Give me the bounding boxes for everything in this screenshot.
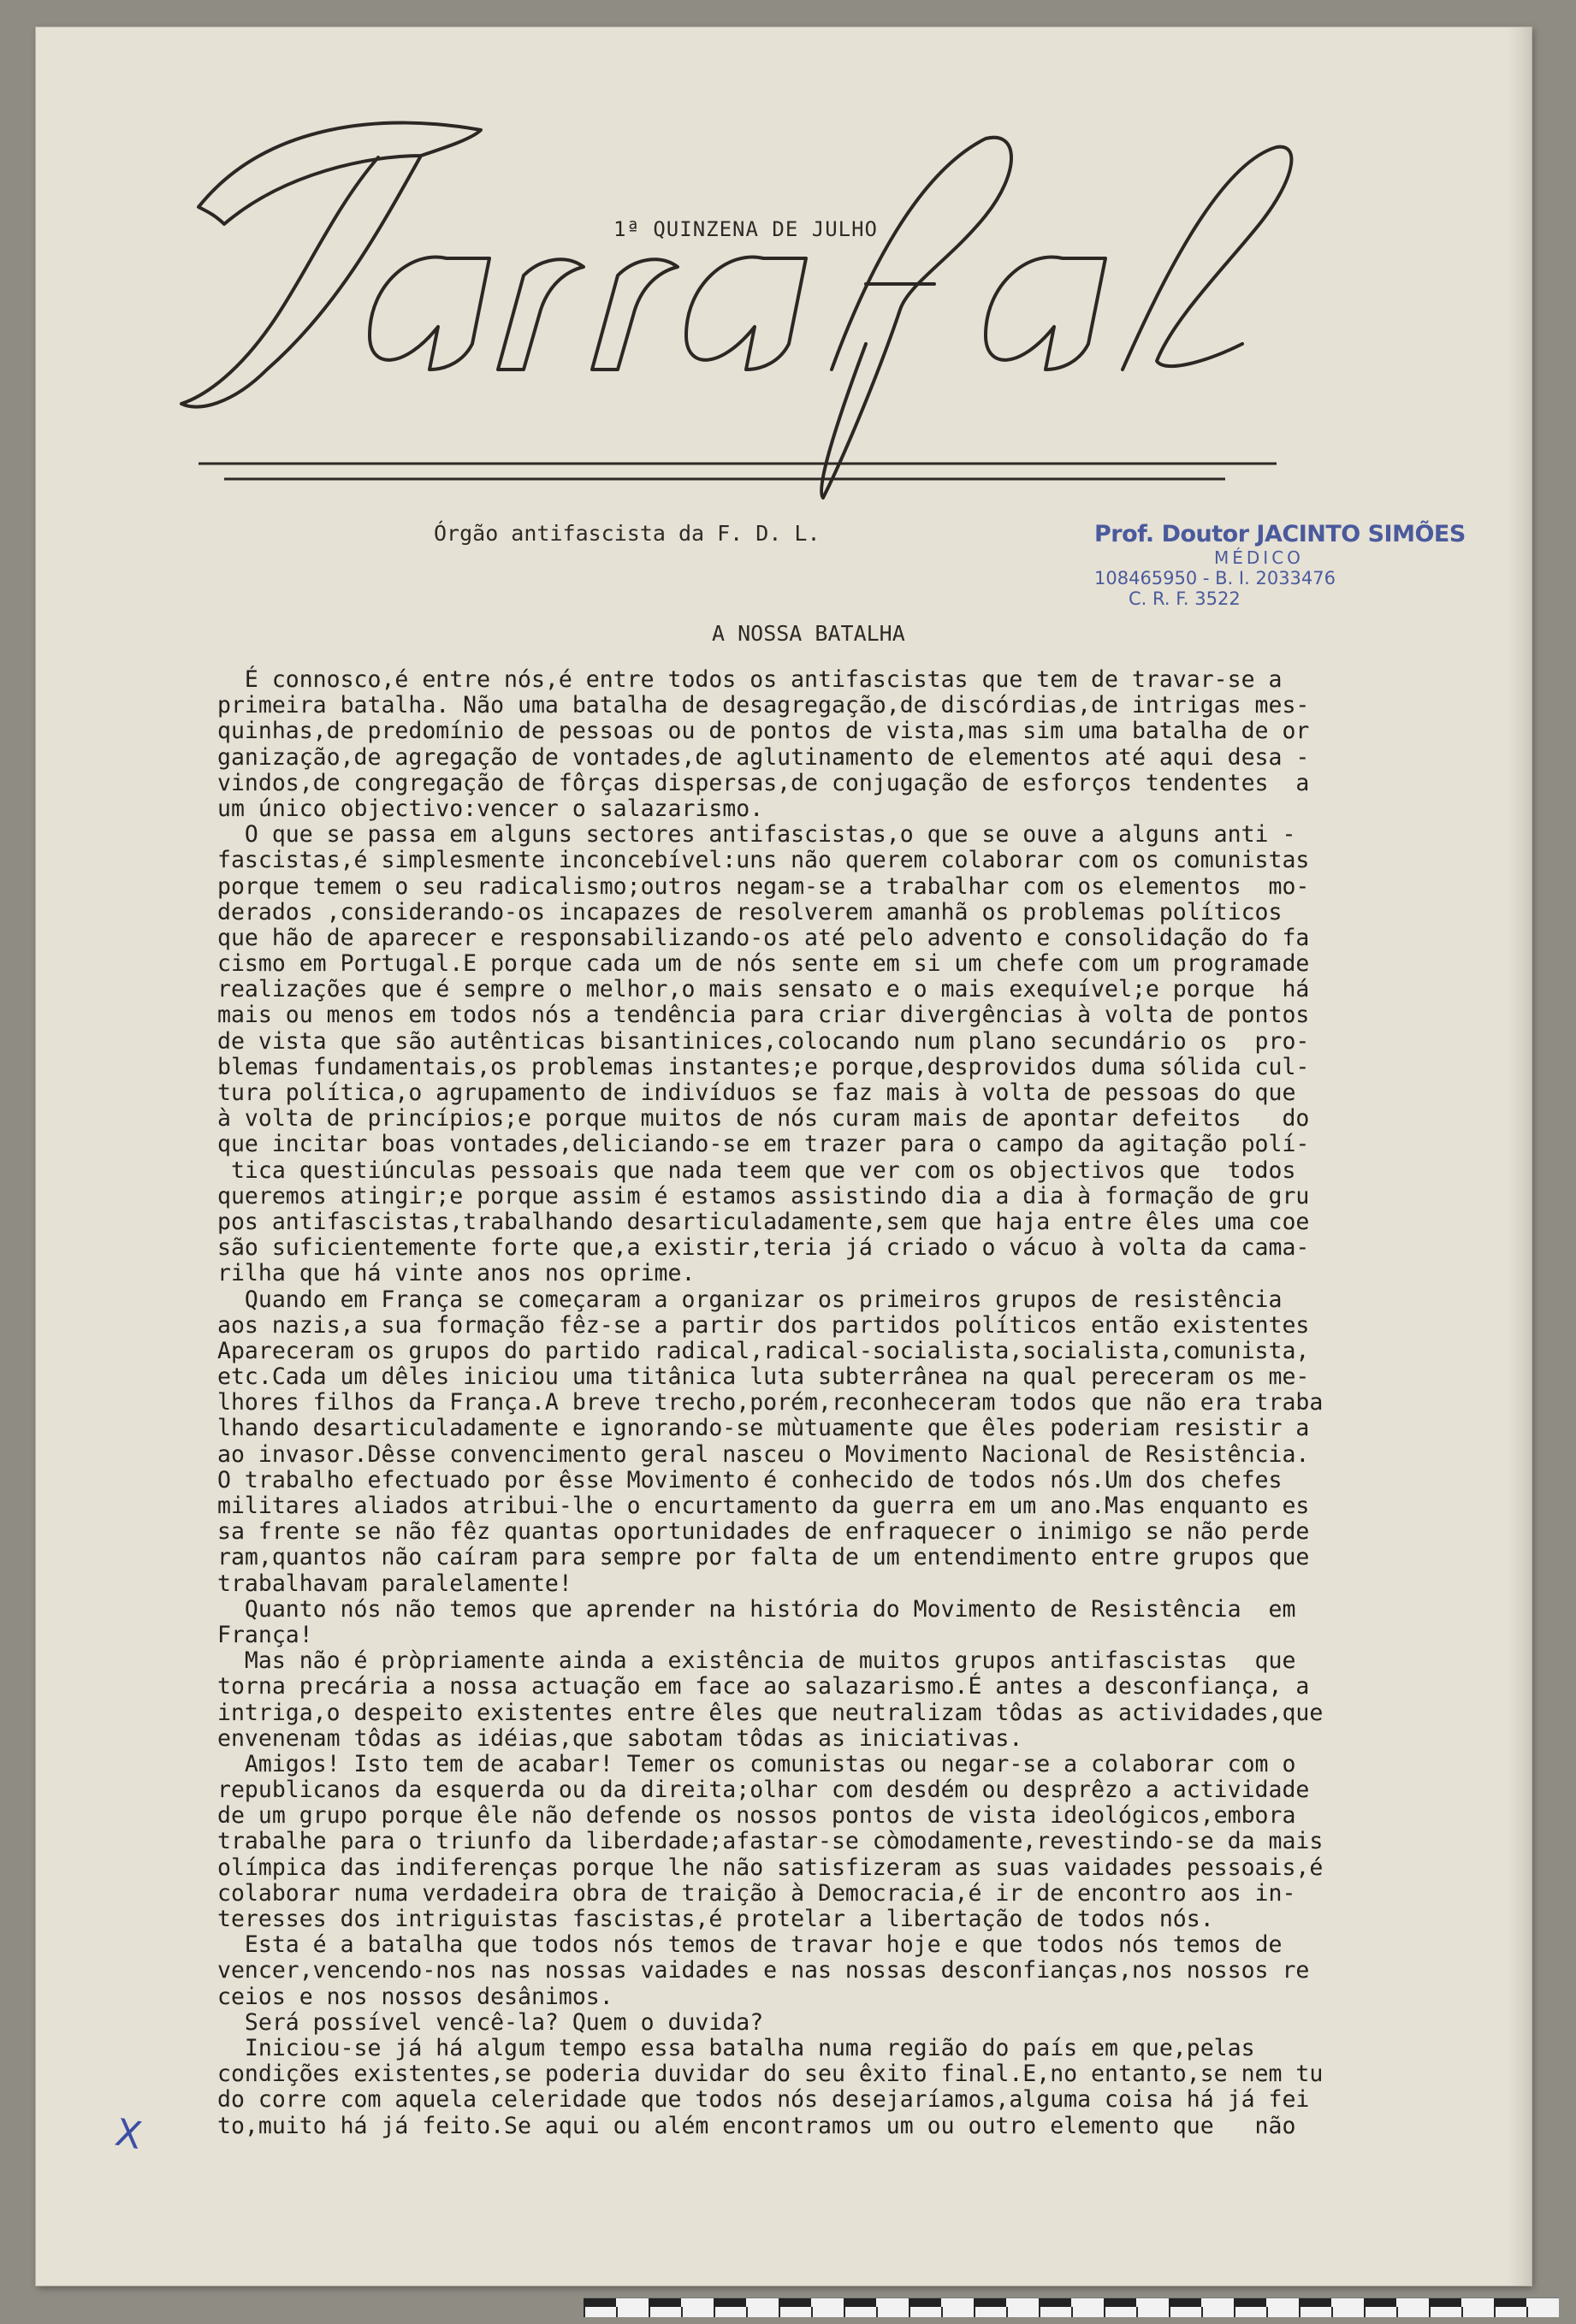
article-line: fascistas,é simplesmente inconcebível:uns não querem colaborar com os comunistas [217,847,1310,874]
stamp-id-numbers: 108465950 - B. I. 2033476 [1094,568,1336,588]
article-line: França! [217,1621,313,1648]
article-line: quinhas,de predomínio de pessoas ou de pontos de vista,mas sim uma batalha de or [217,718,1310,745]
article-line: Quanto nós não temos que aprender na história do Movimento de Resistência em [217,1595,1296,1623]
article-line: de vista que são autênticas bisantinices,colocando num plano secundário os pro- [217,1027,1310,1055]
article-line: Amigos! Isto tem de acabar! Temer os comunistas ou negar-se a colaborar com o [217,1750,1296,1777]
document-page [36,27,1532,2286]
article-line: tica questiúnculas pessoais que nada teem que ver com os objectivos que todos [217,1156,1296,1184]
article-line: ram,quantos não caíram para sempre por falta de um entendimento entre grupos que [217,1544,1310,1571]
article-line: trabalhavam paralelamente! [217,1570,572,1597]
article-line: Mas não é pròpriamente ainda a existência de muitos grupos antifascistas que [217,1647,1296,1675]
article-line: blemas fundamentais,os problemas instantes;e porque,desprovidos duma sólida cul- [217,1053,1310,1080]
article-line: lhando desarticuladamente e ignorando-se mùtuamente que êles poderiam resistir a [217,1415,1310,1442]
article-line: O que se passa em alguns sectores antifascistas,o que se ouve a alguns anti - [217,821,1296,849]
article-line: Esta é a batalha que todos nós temos de travar hoje e que todos nós temos de [217,1931,1283,1959]
article-line: pos antifascistas,trabalhando desarticuladamente,sem que haja entre êles uma coe [217,1208,1310,1235]
article-line: rilha que há vinte anos nos oprime. [217,1260,696,1287]
article-line: aos nazis,a sua formação fêz-se a partir dos partidos políticos então existentes [217,1311,1310,1339]
color-scale-bar [584,2297,1559,2317]
article-line: ganização,de agregação de vontades,de aglutinamento de elementos até aqui desa - [217,743,1310,771]
article-line: torna precária a nossa actuação em face ao salazarismo.É antes a desconfiança, a [217,1673,1310,1700]
issue-date: 1ª QUINZENA DE JULHO [613,217,878,241]
stamp-registration: C. R. F. 3522 [1129,588,1241,609]
article-line: olímpica das indiferenças porque lhe não satisfizeram as suas vaidades pessoais,é [217,1854,1324,1881]
article-line: do corre com aquela celeridade que todos nós desejaríamos,alguma coisa há já fei [217,2086,1310,2114]
article-line: que incitar boas vontades,deliciando-se em trazer para o campo da agitação polí- [217,1131,1310,1158]
article-line: colaborar numa verdadeira obra de traição à Democracia,é ir de encontro aos in- [217,1879,1296,1907]
article-line: lhores filhos da França.A breve trecho,porém,reconheceram todos que não era traba [217,1389,1324,1416]
article-line: Apareceram os grupos do partido radical,radical-socialista,socialista,comunista, [217,1337,1310,1364]
article-line: primeira batalha. Não uma batalha de desagregação,de discórdias,de intrigas mes- [217,692,1310,719]
article-body [217,667,1407,2139]
page-fold-shadow [1508,27,1532,2286]
article-line: cismo em Portugal.E porque cada um de nós sente em si um chefe com um programade [217,950,1310,978]
stamp-profession: MÉDICO [1214,547,1304,568]
article-line: vencer,vencendo-nos nas nossas vaidades e nas nossas desconfianças,nos nossos re [217,1957,1310,1984]
article-line: um único objectivo:vencer o salazarismo. [217,795,764,822]
article-line: condições existentes,se poderia duvidar do seu êxito final.E,no entanto,se nem tu [217,2061,1324,2088]
article-line: sa frente se não fêz quantas oportunidades de enfraquecer o inimigo se não perde [217,1518,1310,1546]
article-line: teresses dos intriguistas fascistas,é protelar a libertação de todos nós. [217,1906,1214,1932]
article-line: militares aliados atribui-lhe o encurtamento da guerra em um ano.Mas enquanto es [217,1493,1310,1519]
article-line: envenenam tôdas as idéias,que sabotam tôdas as iniciativas. [217,1724,1023,1752]
article-line: de um grupo porque êle não defende os nossos pontos de vista ideológicos,embora [217,1802,1296,1830]
article-line: trabalhe para o triunfo da liberdade;afastar-se còmodamente,revestindo-se da mais [217,1828,1324,1855]
article-line: ceios e nos nossos desânimos. [217,1983,613,2010]
article-line: realizações que é sempre o melhor,o mais sensato e o mais exequível;e porque há [217,976,1310,1003]
doctor-stamp [1094,521,1466,609]
stamp-name: Prof. Doutor JACINTO SIMÕES [1094,521,1466,547]
article-line: mais ou menos em todos nós a tendência para criar divergências à volta de pontos [217,1002,1310,1029]
article-line: republicanos da esquerda ou da direita;olhar com desdém ou desprêzo a actividade [217,1777,1310,1804]
article-line: tura política,o agrupamento de indivíduos se faz mais à volta de pessoas do que [217,1079,1296,1106]
article-line: intriga,o despeito existentes entre êles que neutralizam tôdas as actividades,que [217,1699,1324,1726]
article-line: Será possível vencê-la? Quem o duvida? [217,2008,764,2036]
article-line: são suficientemente forte que,a existir,teria já criado o vácuo à volta da cama- [217,1234,1310,1262]
article-line: derados ,considerando-os incapazes de resolverem amanhã os problemas políticos [217,898,1283,925]
publication-subtitle: Órgão antifascista da F. D. L. [434,521,821,546]
article-line: etc.Cada um dêles iniciou uma titânica luta subterrânea na qual pereceram os me- [217,1363,1310,1391]
article-line: à volta de princípios;e porque muitos de nós curam mais de apontar defeitos do [217,1105,1310,1132]
article-title: A NOSSA BATALHA [712,621,905,646]
article-line: O trabalho efectuado por êsse Movimento é conhecido de todos nós.Um dos chefes [217,1466,1283,1493]
article-line: Quando em França se começaram a organizar os primeiros grupos de resistência [217,1286,1283,1313]
article-line: to,muito há já feito.Se aqui ou além encontramos um ou outro elemento que não [217,2112,1296,2139]
article-line: vindos,de congregação de fôrças dispersas,de conjugação de esforços tendentes a [217,769,1310,796]
masthead-logo [164,87,1379,515]
handwritten-x-mark: X [111,2110,145,2159]
article-line: Iniciou-se já há algum tempo essa batalha numa região do país em que,pelas [217,2034,1255,2061]
article-line: ao invasor.Dêsse convencimento geral nasceu o Movimento Nacional de Resistência. [217,1440,1310,1468]
article-line: queremos atingir;e porque assim é estamos assistindo dia a dia à formação de gru [217,1182,1310,1209]
article-line: porque temem o seu radicalismo;outros negam-se a trabalhar com os elementos mo- [217,872,1310,900]
article-line: que hão de aparecer e responsabilizando-os até pelo advento e consolidação do fa [217,924,1310,951]
article-line: É connosco,é entre nós,é entre todos os antifascistas que tem de travar-se a [217,666,1283,693]
